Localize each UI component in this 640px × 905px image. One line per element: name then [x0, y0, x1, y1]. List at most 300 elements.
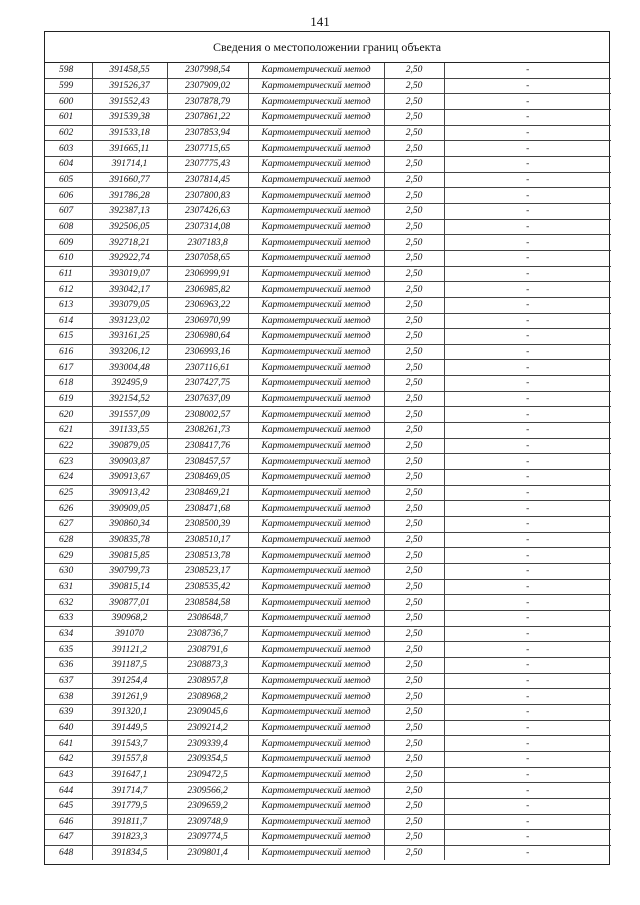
table-row [45, 156, 611, 172]
y-coordinate-cell: 2307637,09 [167, 391, 248, 407]
accuracy-cell: 2,50 [384, 438, 444, 454]
method-cell: Картометрический метод [248, 219, 384, 235]
point-number-cell: 614 [45, 313, 92, 329]
point-number-cell: 640 [45, 720, 92, 736]
x-coordinate-cell: 393079,05 [92, 297, 167, 313]
x-coordinate-cell: 391811,7 [92, 814, 167, 830]
description-cell: - [444, 360, 611, 376]
method-cell: Картометрический метод [248, 282, 384, 298]
x-coordinate-cell: 392718,21 [92, 235, 167, 251]
method-cell: Картометрический метод [248, 736, 384, 752]
table-row [45, 282, 611, 298]
table-row [45, 376, 611, 392]
x-coordinate-cell: 392922,74 [92, 250, 167, 266]
point-number-cell: 636 [45, 657, 92, 673]
x-coordinate-cell: 391526,37 [92, 78, 167, 94]
y-coordinate-cell: 2308469,05 [167, 470, 248, 486]
accuracy-cell: 2,50 [384, 125, 444, 141]
y-coordinate-cell: 2306985,82 [167, 282, 248, 298]
table-row [45, 313, 611, 329]
method-cell: Картометрический метод [248, 141, 384, 157]
y-coordinate-cell: 2308261,73 [167, 423, 248, 439]
x-coordinate-cell: 393161,25 [92, 329, 167, 345]
table-row [45, 751, 611, 767]
accuracy-cell: 2,50 [384, 845, 444, 860]
point-number-cell: 630 [45, 564, 92, 580]
point-number-cell: 634 [45, 626, 92, 642]
description-cell: - [444, 438, 611, 454]
y-coordinate-cell: 2309339,4 [167, 736, 248, 752]
accuracy-cell: 2,50 [384, 783, 444, 799]
method-cell: Картометрический метод [248, 250, 384, 266]
table-row [45, 423, 611, 439]
method-cell: Картометрический метод [248, 830, 384, 846]
table-row [45, 485, 611, 501]
description-cell: - [444, 297, 611, 313]
point-number-cell: 604 [45, 156, 92, 172]
accuracy-cell: 2,50 [384, 657, 444, 673]
section-title: Сведения о местоположении границ объекта [45, 32, 609, 63]
y-coordinate-cell: 2307427,75 [167, 376, 248, 392]
table-row [45, 188, 611, 204]
y-coordinate-cell: 2309354,5 [167, 751, 248, 767]
accuracy-cell: 2,50 [384, 814, 444, 830]
method-cell: Картометрический метод [248, 517, 384, 533]
accuracy-cell: 2,50 [384, 610, 444, 626]
point-number-cell: 608 [45, 219, 92, 235]
description-cell: - [444, 172, 611, 188]
method-cell: Картометрический метод [248, 673, 384, 689]
table-row [45, 250, 611, 266]
point-number-cell: 607 [45, 203, 92, 219]
y-coordinate-cell: 2307800,83 [167, 188, 248, 204]
point-number-cell: 633 [45, 610, 92, 626]
y-coordinate-cell: 2309774,5 [167, 830, 248, 846]
coordinates-table [45, 63, 611, 860]
method-cell: Картометрический метод [248, 532, 384, 548]
method-cell: Картометрический метод [248, 798, 384, 814]
x-coordinate-cell: 390903,87 [92, 454, 167, 470]
method-cell: Картометрический метод [248, 313, 384, 329]
table-row [45, 704, 611, 720]
point-number-cell: 616 [45, 344, 92, 360]
method-cell: Картометрический метод [248, 783, 384, 799]
point-number-cell: 601 [45, 109, 92, 125]
point-number-cell: 612 [45, 282, 92, 298]
accuracy-cell: 2,50 [384, 517, 444, 533]
table-row [45, 767, 611, 783]
y-coordinate-cell: 2308510,17 [167, 532, 248, 548]
point-number-cell: 600 [45, 94, 92, 110]
accuracy-cell: 2,50 [384, 313, 444, 329]
accuracy-cell: 2,50 [384, 736, 444, 752]
point-number-cell: 643 [45, 767, 92, 783]
x-coordinate-cell: 391449,5 [92, 720, 167, 736]
method-cell: Картометрический метод [248, 423, 384, 439]
description-cell: - [444, 282, 611, 298]
y-coordinate-cell: 2306980,64 [167, 329, 248, 345]
y-coordinate-cell: 2306999,91 [167, 266, 248, 282]
accuracy-cell: 2,50 [384, 548, 444, 564]
table-row [45, 610, 611, 626]
point-number-cell: 645 [45, 798, 92, 814]
table-row [45, 470, 611, 486]
description-cell: - [444, 532, 611, 548]
method-cell: Картометрический метод [248, 172, 384, 188]
method-cell: Картометрический метод [248, 595, 384, 611]
x-coordinate-cell: 391543,7 [92, 736, 167, 752]
table-row [45, 595, 611, 611]
accuracy-cell: 2,50 [384, 94, 444, 110]
method-cell: Картометрический метод [248, 63, 384, 78]
description-cell: - [444, 783, 611, 799]
description-cell: - [444, 235, 611, 251]
table-row [45, 798, 611, 814]
table-row [45, 517, 611, 533]
table-row [45, 548, 611, 564]
accuracy-cell: 2,50 [384, 109, 444, 125]
y-coordinate-cell: 2309659,2 [167, 798, 248, 814]
y-coordinate-cell: 2307861,22 [167, 109, 248, 125]
table-row [45, 109, 611, 125]
table-row [45, 814, 611, 830]
accuracy-cell: 2,50 [384, 798, 444, 814]
table-row [45, 579, 611, 595]
accuracy-cell: 2,50 [384, 297, 444, 313]
table-row [45, 689, 611, 705]
point-number-cell: 617 [45, 360, 92, 376]
x-coordinate-cell: 390860,34 [92, 517, 167, 533]
y-coordinate-cell: 2307116,61 [167, 360, 248, 376]
table-row [45, 63, 611, 78]
y-coordinate-cell: 2307426,63 [167, 203, 248, 219]
x-coordinate-cell: 391121,2 [92, 642, 167, 658]
description-cell: - [444, 313, 611, 329]
description-cell: - [444, 141, 611, 157]
point-number-cell: 637 [45, 673, 92, 689]
point-number-cell: 611 [45, 266, 92, 282]
x-coordinate-cell: 392387,13 [92, 203, 167, 219]
description-cell: - [444, 814, 611, 830]
x-coordinate-cell: 393004,48 [92, 360, 167, 376]
description-cell: - [444, 673, 611, 689]
y-coordinate-cell: 2308535,42 [167, 579, 248, 595]
description-cell: - [444, 767, 611, 783]
description-cell: - [444, 78, 611, 94]
method-cell: Картометрический метод [248, 564, 384, 580]
x-coordinate-cell: 391714,1 [92, 156, 167, 172]
table-row [45, 235, 611, 251]
method-cell: Картометрический метод [248, 376, 384, 392]
accuracy-cell: 2,50 [384, 141, 444, 157]
method-cell: Картометрический метод [248, 235, 384, 251]
point-number-cell: 619 [45, 391, 92, 407]
method-cell: Картометрический метод [248, 548, 384, 564]
method-cell: Картометрический метод [248, 329, 384, 345]
table-row [45, 344, 611, 360]
point-number-cell: 621 [45, 423, 92, 439]
x-coordinate-cell: 392506,05 [92, 219, 167, 235]
x-coordinate-cell: 390968,2 [92, 610, 167, 626]
description-cell: - [444, 94, 611, 110]
table-row [45, 141, 611, 157]
accuracy-cell: 2,50 [384, 720, 444, 736]
accuracy-cell: 2,50 [384, 329, 444, 345]
x-coordinate-cell: 392154,52 [92, 391, 167, 407]
x-coordinate-cell: 391070 [92, 626, 167, 642]
y-coordinate-cell: 2308417,76 [167, 438, 248, 454]
method-cell: Картометрический метод [248, 845, 384, 860]
description-cell: - [444, 391, 611, 407]
table-row [45, 532, 611, 548]
x-coordinate-cell: 391665,11 [92, 141, 167, 157]
table-row [45, 94, 611, 110]
accuracy-cell: 2,50 [384, 626, 444, 642]
x-coordinate-cell: 393019,07 [92, 266, 167, 282]
x-coordinate-cell: 391133,55 [92, 423, 167, 439]
description-cell: - [444, 845, 611, 860]
description-cell: - [444, 626, 611, 642]
point-number-cell: 609 [45, 235, 92, 251]
accuracy-cell: 2,50 [384, 360, 444, 376]
point-number-cell: 628 [45, 532, 92, 548]
method-cell: Картометрический метод [248, 266, 384, 282]
method-cell: Картометрический метод [248, 407, 384, 423]
method-cell: Картометрический метод [248, 454, 384, 470]
table-row [45, 845, 611, 860]
point-number-cell: 610 [45, 250, 92, 266]
table-row [45, 830, 611, 846]
x-coordinate-cell: 391533,18 [92, 125, 167, 141]
method-cell: Картометрический метод [248, 610, 384, 626]
method-cell: Картометрический метод [248, 814, 384, 830]
x-coordinate-cell: 391779,5 [92, 798, 167, 814]
point-number-cell: 641 [45, 736, 92, 752]
accuracy-cell: 2,50 [384, 250, 444, 266]
description-cell: - [444, 407, 611, 423]
x-coordinate-cell: 390913,67 [92, 470, 167, 486]
method-cell: Картометрический метод [248, 188, 384, 204]
x-coordinate-cell: 390799,73 [92, 564, 167, 580]
method-cell: Картометрический метод [248, 657, 384, 673]
description-cell: - [444, 657, 611, 673]
x-coordinate-cell: 391647,1 [92, 767, 167, 783]
table-row [45, 266, 611, 282]
description-cell: - [444, 798, 611, 814]
x-coordinate-cell: 391187,5 [92, 657, 167, 673]
accuracy-cell: 2,50 [384, 156, 444, 172]
accuracy-cell: 2,50 [384, 235, 444, 251]
table-row [45, 297, 611, 313]
y-coordinate-cell: 2308523,17 [167, 564, 248, 580]
point-number-cell: 639 [45, 704, 92, 720]
y-coordinate-cell: 2308791,6 [167, 642, 248, 658]
point-number-cell: 646 [45, 814, 92, 830]
method-cell: Картометрический метод [248, 579, 384, 595]
table-row [45, 626, 611, 642]
point-number-cell: 606 [45, 188, 92, 204]
method-cell: Картометрический метод [248, 438, 384, 454]
description-cell: - [444, 720, 611, 736]
description-cell: - [444, 250, 611, 266]
accuracy-cell: 2,50 [384, 344, 444, 360]
point-number-cell: 623 [45, 454, 92, 470]
x-coordinate-cell: 391458,55 [92, 63, 167, 78]
x-coordinate-cell: 391557,8 [92, 751, 167, 767]
description-cell: - [444, 470, 611, 486]
method-cell: Картометрический метод [248, 626, 384, 642]
point-number-cell: 615 [45, 329, 92, 345]
description-cell: - [444, 203, 611, 219]
description-cell: - [444, 579, 611, 595]
x-coordinate-cell: 390877,01 [92, 595, 167, 611]
point-number-cell: 625 [45, 485, 92, 501]
description-cell: - [444, 736, 611, 752]
method-cell: Картометрический метод [248, 642, 384, 658]
method-cell: Картометрический метод [248, 501, 384, 517]
table-row [45, 360, 611, 376]
y-coordinate-cell: 2308471,68 [167, 501, 248, 517]
method-cell: Картометрический метод [248, 689, 384, 705]
description-cell: - [444, 266, 611, 282]
method-cell: Картометрический метод [248, 78, 384, 94]
table-row [45, 657, 611, 673]
x-coordinate-cell: 391660,77 [92, 172, 167, 188]
y-coordinate-cell: 2309045,6 [167, 704, 248, 720]
method-cell: Картометрический метод [248, 297, 384, 313]
x-coordinate-cell: 390815,14 [92, 579, 167, 595]
method-cell: Картометрический метод [248, 485, 384, 501]
table-row [45, 329, 611, 345]
x-coordinate-cell: 392495,9 [92, 376, 167, 392]
table-row [45, 391, 611, 407]
table-row [45, 736, 611, 752]
point-number-cell: 602 [45, 125, 92, 141]
accuracy-cell: 2,50 [384, 532, 444, 548]
method-cell: Картометрический метод [248, 109, 384, 125]
accuracy-cell: 2,50 [384, 595, 444, 611]
description-cell: - [444, 610, 611, 626]
accuracy-cell: 2,50 [384, 501, 444, 517]
x-coordinate-cell: 391714,7 [92, 783, 167, 799]
point-number-cell: 622 [45, 438, 92, 454]
method-cell: Картометрический метод [248, 203, 384, 219]
point-number-cell: 638 [45, 689, 92, 705]
x-coordinate-cell: 391254,4 [92, 673, 167, 689]
table-row [45, 673, 611, 689]
method-cell: Картометрический метод [248, 767, 384, 783]
x-coordinate-cell: 391786,28 [92, 188, 167, 204]
table-row [45, 219, 611, 235]
x-coordinate-cell: 390879,05 [92, 438, 167, 454]
y-coordinate-cell: 2308736,7 [167, 626, 248, 642]
description-cell: - [444, 125, 611, 141]
y-coordinate-cell: 2306963,22 [167, 297, 248, 313]
y-coordinate-cell: 2306993,16 [167, 344, 248, 360]
description-cell: - [444, 63, 611, 78]
x-coordinate-cell: 390909,05 [92, 501, 167, 517]
x-coordinate-cell: 393123,02 [92, 313, 167, 329]
accuracy-cell: 2,50 [384, 219, 444, 235]
accuracy-cell: 2,50 [384, 454, 444, 470]
y-coordinate-cell: 2307058,65 [167, 250, 248, 266]
accuracy-cell: 2,50 [384, 188, 444, 204]
accuracy-cell: 2,50 [384, 470, 444, 486]
coordinates-table-body [45, 63, 611, 860]
description-cell: - [444, 344, 611, 360]
description-cell: - [444, 548, 611, 564]
method-cell: Картометрический метод [248, 360, 384, 376]
accuracy-cell: 2,50 [384, 564, 444, 580]
point-number-cell: 629 [45, 548, 92, 564]
accuracy-cell: 2,50 [384, 485, 444, 501]
point-number-cell: 631 [45, 579, 92, 595]
table-row [45, 783, 611, 799]
description-cell: - [444, 642, 611, 658]
description-cell: - [444, 517, 611, 533]
y-coordinate-cell: 2307814,45 [167, 172, 248, 188]
y-coordinate-cell: 2308957,8 [167, 673, 248, 689]
method-cell: Картометрический метод [248, 704, 384, 720]
accuracy-cell: 2,50 [384, 407, 444, 423]
x-coordinate-cell: 390815,85 [92, 548, 167, 564]
x-coordinate-cell: 390913,42 [92, 485, 167, 501]
description-cell: - [444, 188, 611, 204]
x-coordinate-cell: 393042,17 [92, 282, 167, 298]
accuracy-cell: 2,50 [384, 78, 444, 94]
y-coordinate-cell: 2307775,43 [167, 156, 248, 172]
point-number-cell: 642 [45, 751, 92, 767]
y-coordinate-cell: 2307183,8 [167, 235, 248, 251]
point-number-cell: 598 [45, 63, 92, 78]
y-coordinate-cell: 2308469,21 [167, 485, 248, 501]
point-number-cell: 644 [45, 783, 92, 799]
accuracy-cell: 2,50 [384, 579, 444, 595]
method-cell: Картометрический метод [248, 344, 384, 360]
y-coordinate-cell: 2306970,99 [167, 313, 248, 329]
y-coordinate-cell: 2308002,57 [167, 407, 248, 423]
accuracy-cell: 2,50 [384, 282, 444, 298]
y-coordinate-cell: 2307715,65 [167, 141, 248, 157]
point-number-cell: 613 [45, 297, 92, 313]
y-coordinate-cell: 2309801,4 [167, 845, 248, 860]
y-coordinate-cell: 2308648,7 [167, 610, 248, 626]
y-coordinate-cell: 2309214,2 [167, 720, 248, 736]
table-row [45, 407, 611, 423]
point-number-cell: 618 [45, 376, 92, 392]
description-cell: - [444, 329, 611, 345]
description-cell: - [444, 485, 611, 501]
description-cell: - [444, 156, 611, 172]
accuracy-cell: 2,50 [384, 376, 444, 392]
description-cell: - [444, 501, 611, 517]
point-number-cell: 632 [45, 595, 92, 611]
accuracy-cell: 2,50 [384, 751, 444, 767]
point-number-cell: 624 [45, 470, 92, 486]
table-row [45, 172, 611, 188]
accuracy-cell: 2,50 [384, 689, 444, 705]
y-coordinate-cell: 2309472,5 [167, 767, 248, 783]
table-row [45, 125, 611, 141]
y-coordinate-cell: 2309566,2 [167, 783, 248, 799]
y-coordinate-cell: 2308968,2 [167, 689, 248, 705]
accuracy-cell: 2,50 [384, 642, 444, 658]
accuracy-cell: 2,50 [384, 266, 444, 282]
table-row [45, 720, 611, 736]
description-cell: - [444, 109, 611, 125]
table-row [45, 501, 611, 517]
method-cell: Картометрический метод [248, 391, 384, 407]
